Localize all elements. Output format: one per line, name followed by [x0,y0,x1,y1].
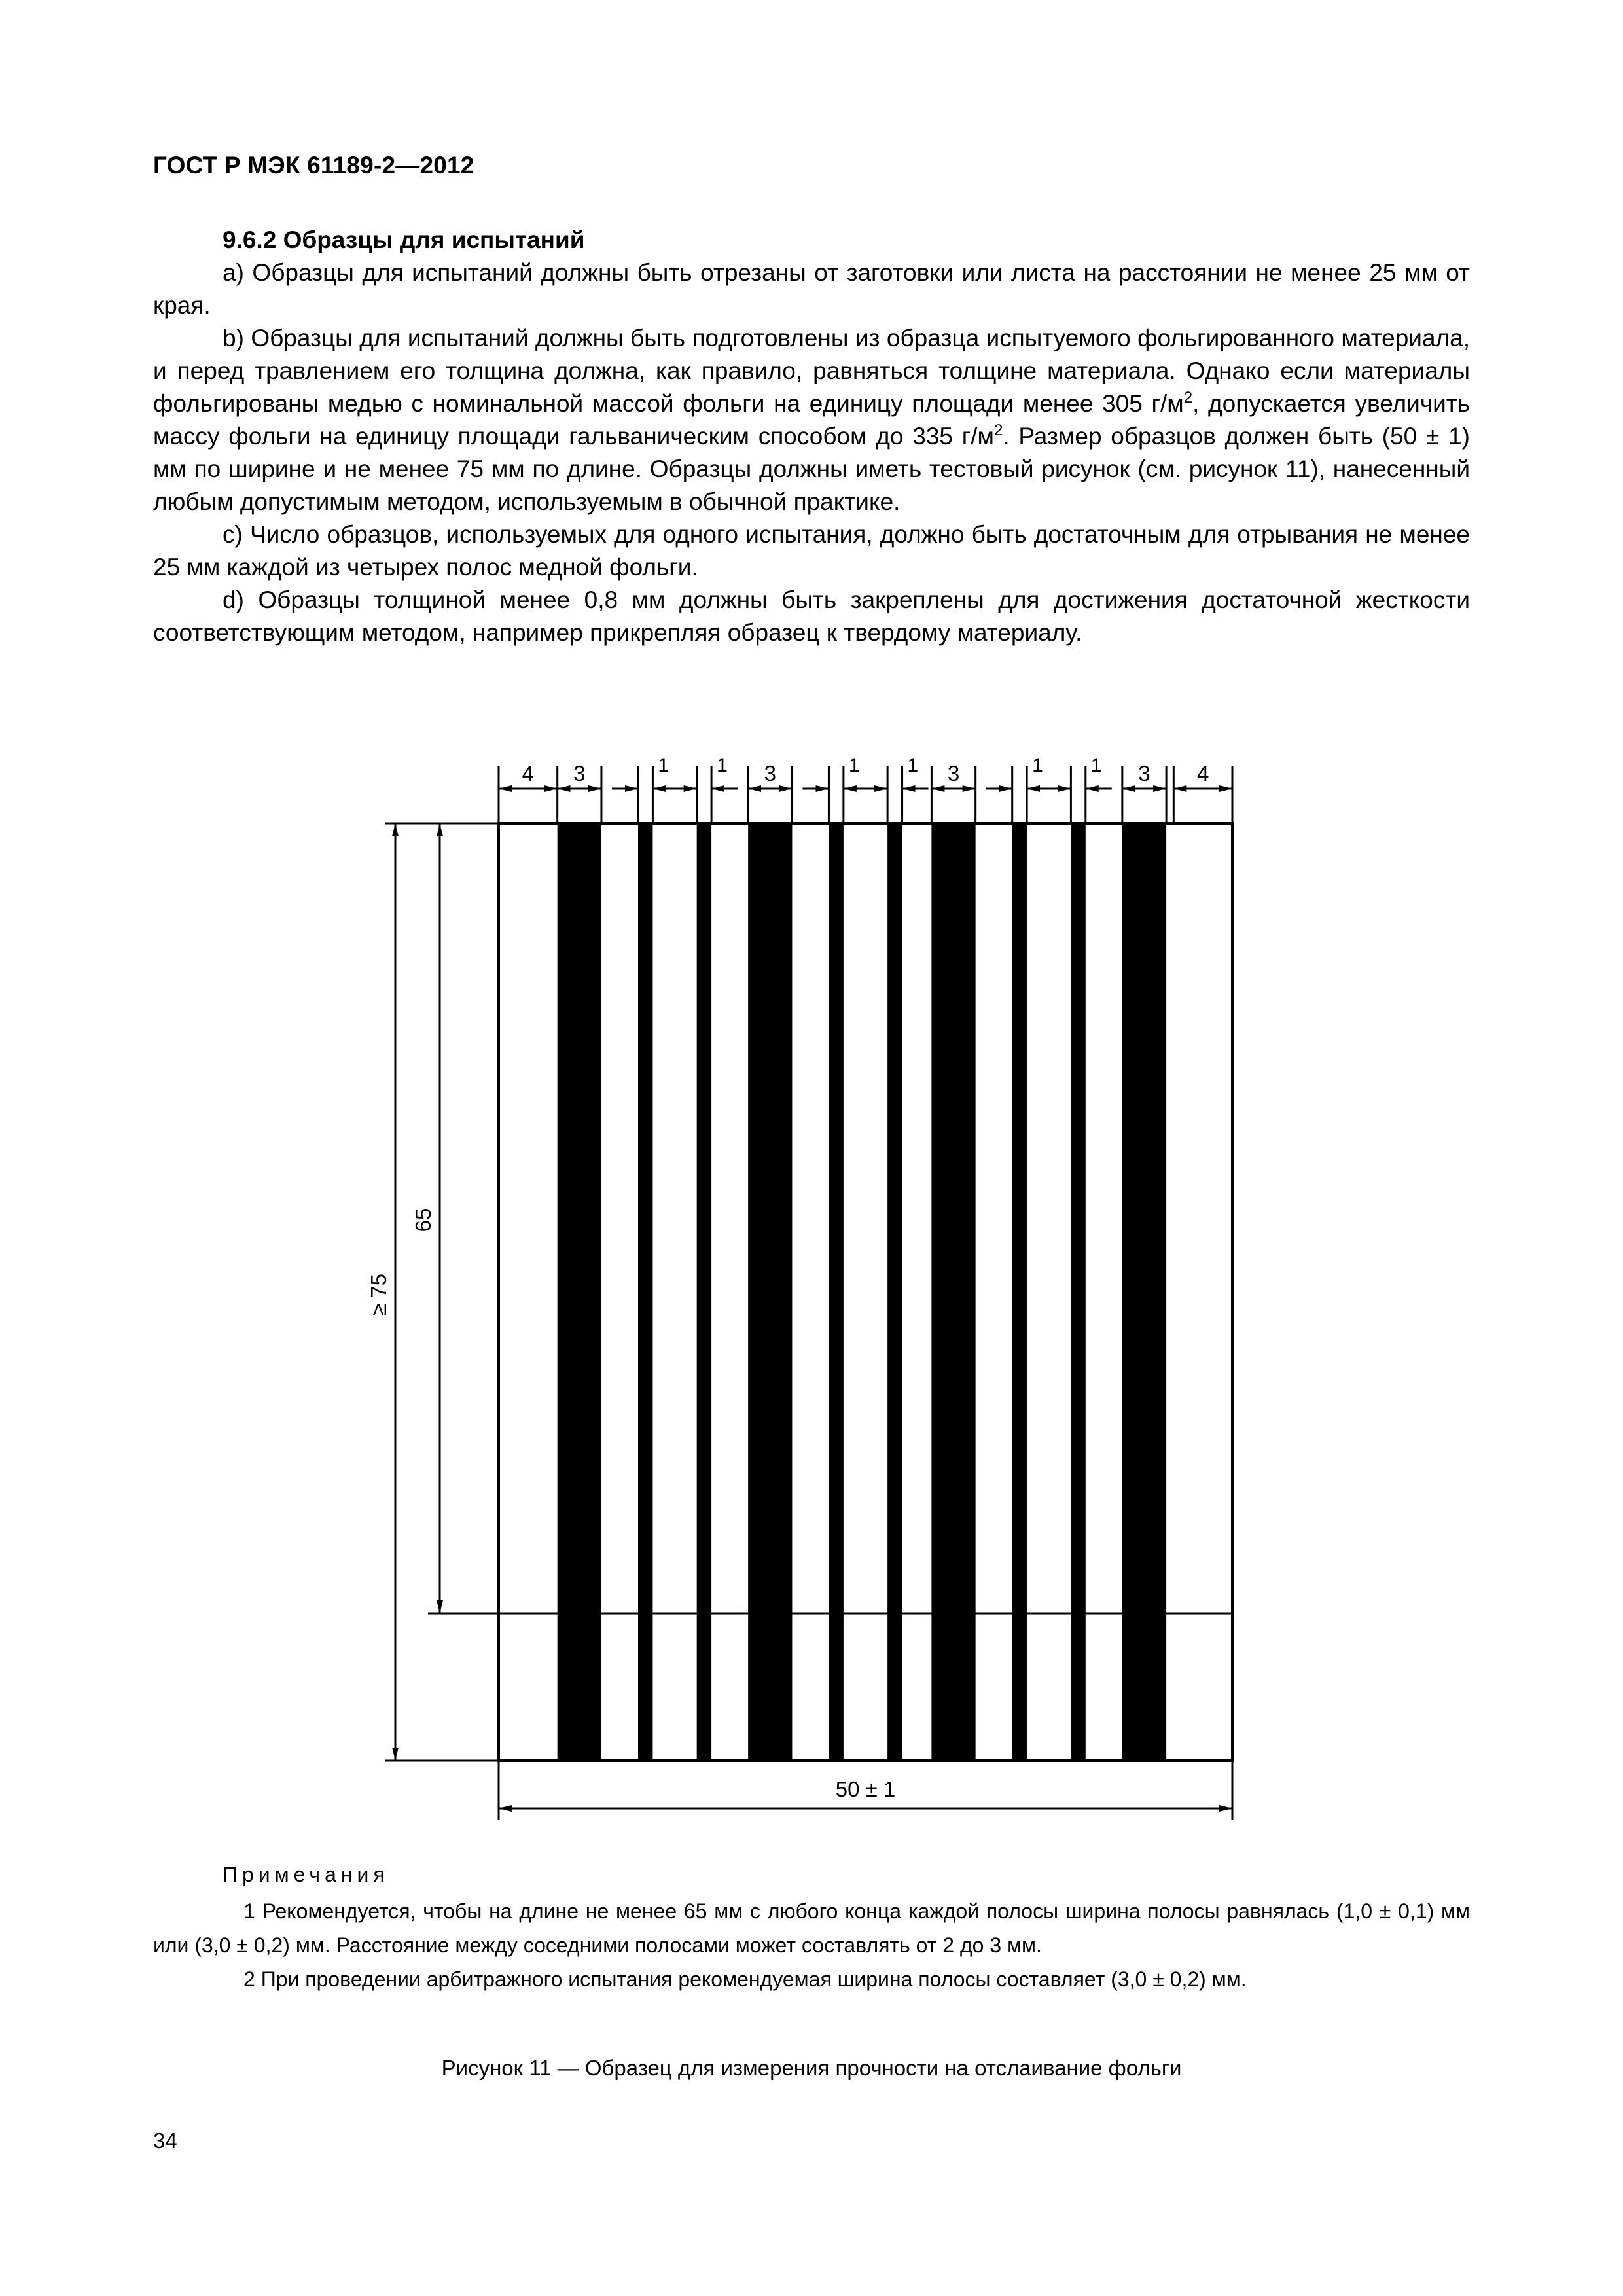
copper-strip [748,823,792,1761]
note-item: 1 Рекомендуется, чтобы на длине не менее 65 мм с любого конца каждой полосы ширина полосы равнялась (1,0 ± 0,1) мм или (3,0 ± 0,2) мм. Расстояние между соседними полосами может составлять от 2 до 3 мм. [153,1899,1470,1957]
dimension-label: 4 [522,761,535,785]
specimen-outline [499,823,1232,1761]
dimension-label: 50 ± 1 [835,1777,896,1801]
paragraph-c: c) Число образцов, используемых для одного испытания, должно быть достаточным для отрывания не менее 25 мм каждой из четырех полос медной фольги. [153,521,1470,581]
dimension-label: 1 [1032,755,1043,776]
paragraph-b-part1: b) Образцы для испытаний должны быть подготовлены из образца испытуемого фольгированного материала, и перед травлением его толщина должна, как правило, равняться толщине материала. Однако если материалы фольгированы медью с номинальной массой фольги на единицу площади менее 305 г/м [153,325,1470,417]
dimension-label: 1 [717,755,728,776]
section-title: 9.6.2 Образцы для испытаний [223,226,585,253]
dimension-label: ≥ 75 [366,1274,391,1316]
superscript-2: 2 [993,422,1003,439]
copper-strip [1071,823,1085,1761]
superscript-2: 2 [1183,389,1193,406]
dimension-label: 65 [411,1208,435,1232]
running-header: ГОСТ Р МЭК 61189-2—2012 [153,152,474,179]
copper-strip [1122,823,1166,1761]
dimension-label: 3 [764,761,776,785]
dimension-label: 1 [848,755,860,776]
dimension-label: 1 [907,755,919,776]
note-item: 2 При проведении арбитражного испытания рекомендуемая ширина полосы составляет (3,0 ± 0,2) мм. [243,1967,1247,1991]
notes-title: Примечания [223,1863,389,1886]
paragraph-d: d) Образцы толщиной менее 0,8 мм должны быть закреплены для достижения достаточной жесткости соответствующим методом, например прикрепляя образец к твердому материалу. [153,586,1470,646]
page-number: 34 [153,2128,177,2153]
copper-strip [931,823,975,1761]
copper-strip [887,823,902,1761]
paragraph-b [153,322,1470,518]
dimension-label: 3 [1138,761,1150,785]
dimension-lines [366,755,1232,1820]
copper-strips [558,823,1166,1761]
figure-caption: Рисунок 11 — Образец для измерения прочности на отслаивание фольги [441,2056,1182,2080]
notes-section [153,1857,1470,1996]
copper-strip [829,823,843,1761]
copper-strip [697,823,711,1761]
paragraph-b-part2: , допускается увеличить массу фольги на единицу площади гальваническим способом до 335 г/м [153,390,1470,450]
dimension-label: 3 [947,761,960,785]
paragraph-b-part3: . Размер образцов должен быть (50 ± 1) мм по ширине и не менее 75 мм по длине. Образцы должны иметь тестовый рисунок (см. рисунок 11), нанесенный любым допустимым методом, используемым в обычной практике. [153,423,1470,515]
dimension-label: 1 [658,755,669,776]
copper-strip [558,823,601,1761]
dimension-label: 4 [1196,761,1209,785]
dimension-label: 1 [1090,755,1102,776]
paragraph-a: a) Образцы для испытаний должны быть отрезаны от заготовки или листа на расстоянии не менее 25 мм от края. [153,259,1470,319]
copper-strip [638,823,652,1761]
copper-strip [1012,823,1027,1761]
section-body [153,224,1470,649]
dimension-label: 3 [573,761,586,785]
